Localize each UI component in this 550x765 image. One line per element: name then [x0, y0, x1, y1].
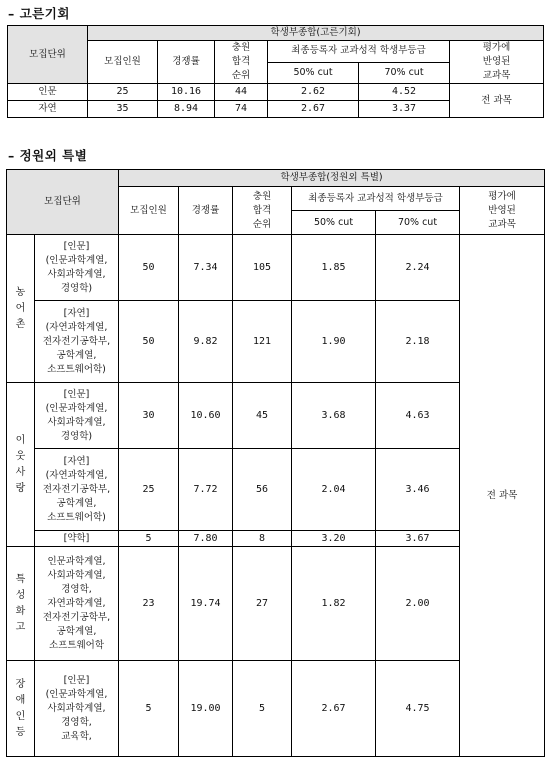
group-iutsarang: 이 웃 사 랑 [7, 383, 35, 547]
unit-header: 모집단위 [8, 26, 88, 84]
rank-cell: 5 [233, 661, 292, 757]
ratio-header: 경쟁률 [179, 187, 233, 235]
rank-cell: 121 [233, 301, 292, 383]
quota-header: 모집인원 [88, 41, 158, 84]
section-title-goreun: – 고른기회 [8, 6, 70, 21]
quota-cell: 23 [119, 547, 179, 661]
ratio-header: 경쟁률 [158, 41, 215, 84]
cut70-cell: 2.18 [376, 301, 460, 383]
ratio-cell: 9.82 [179, 301, 233, 383]
track-cell: [인문] (인문과학계열, 사회과학계열, 경영학) [35, 383, 119, 449]
cut50-cell: 2.67 [292, 661, 376, 757]
group-jangaein: 장 애 인 등 [7, 661, 35, 757]
rank-cell: 8 [233, 531, 292, 547]
cut50-cell: 2.04 [292, 449, 376, 531]
cut70-header: 70% cut [359, 62, 450, 84]
cut70-header: 70% cut [376, 211, 460, 235]
goreun-table [7, 25, 544, 118]
table-row [8, 84, 544, 101]
cut50-cell: 1.90 [292, 301, 376, 383]
cut50-cell: 2.67 [268, 101, 359, 118]
unit-header: 모집단위 [7, 170, 119, 235]
track-cell: [자연] (자연과학계열, 전자전기공학부, 공학계열, 소프트웨어학) [35, 449, 119, 531]
cut50-header: 50% cut [268, 62, 359, 84]
ratio-cell: 19.74 [179, 547, 233, 661]
track-cell: [약학] [35, 531, 119, 547]
quota-cell: 5 [119, 661, 179, 757]
quota-cell: 35 [88, 101, 158, 118]
cut70-cell: 4.52 [359, 84, 450, 101]
cut70-cell: 2.00 [376, 547, 460, 661]
unit-cell: 자연 [8, 101, 88, 118]
subjects-cell: 전 과목 [450, 84, 544, 118]
subjects-header: 평가에 반영된 교과목 [460, 187, 545, 235]
cut70-cell: 3.46 [376, 449, 460, 531]
ratio-cell: 10.60 [179, 383, 233, 449]
group-header: 학생부종합(정원외 특별) [119, 170, 545, 187]
cut50-cell: 3.68 [292, 383, 376, 449]
ratio-cell: 7.72 [179, 449, 233, 531]
rank-cell: 27 [233, 547, 292, 661]
rank-cell: 45 [233, 383, 292, 449]
group-nongeochon: 농 어 촌 [7, 235, 35, 383]
track-cell: [인문] (인문과학계열, 사회과학계열, 경영학, 교육학, [35, 661, 119, 757]
quota-cell: 25 [119, 449, 179, 531]
rank-header: 충원 합격 순위 [233, 187, 292, 235]
rank-cell: 44 [215, 84, 268, 101]
table-row [7, 235, 545, 301]
rank-cell: 56 [233, 449, 292, 531]
track-cell: [인문] (인문과학계열, 사회과학계열, 경영학) [35, 235, 119, 301]
ratio-cell: 7.34 [179, 235, 233, 301]
group-header: 학생부종합(고른기회) [88, 26, 544, 41]
track-cell: 인문과학계열, 사회과학계열, 경영학, 자연과학계열, 전자전기공학부, 공학계열, 소프트웨어학 [35, 547, 119, 661]
group-teukseonghwa: 특 성 화 고 [7, 547, 35, 661]
quota-cell: 5 [119, 531, 179, 547]
quota-cell: 30 [119, 383, 179, 449]
ratio-cell: 19.00 [179, 661, 233, 757]
ratio-cell: 7.80 [179, 531, 233, 547]
rank-cell: 74 [215, 101, 268, 118]
rank-header: 충원 합격 순위 [215, 41, 268, 84]
ratio-cell: 10.16 [158, 84, 215, 101]
track-cell: [자연] (자연과학계열, 전자전기공학부, 공학계열, 소프트웨어학) [35, 301, 119, 383]
quota-cell: 25 [88, 84, 158, 101]
cut50-cell: 1.82 [292, 547, 376, 661]
section-title-jeongwonoe: – 정원외 특별 [8, 148, 88, 163]
cut70-cell: 3.67 [376, 531, 460, 547]
subjects-header: 평가에 반영된 교과목 [450, 41, 544, 84]
cut70-cell: 3.37 [359, 101, 450, 118]
quota-header: 모집인원 [119, 187, 179, 235]
subjects-cell: 전 과목 [460, 235, 545, 757]
ratio-cell: 8.94 [158, 101, 215, 118]
cut70-cell: 4.75 [376, 661, 460, 757]
cut70-cell: 4.63 [376, 383, 460, 449]
jeongwonoe-table [6, 169, 545, 757]
cut50-cell: 3.20 [292, 531, 376, 547]
quota-cell: 50 [119, 301, 179, 383]
rank-cell: 105 [233, 235, 292, 301]
grade-group-header: 최종등록자 교과성적 학생부등급 [268, 41, 450, 63]
unit-cell: 인문 [8, 84, 88, 101]
quota-cell: 50 [119, 235, 179, 301]
cut50-header: 50% cut [292, 211, 376, 235]
grade-group-header: 최종등록자 교과성적 학생부등급 [292, 187, 460, 211]
cut50-cell: 2.62 [268, 84, 359, 101]
cut50-cell: 1.85 [292, 235, 376, 301]
cut70-cell: 2.24 [376, 235, 460, 301]
